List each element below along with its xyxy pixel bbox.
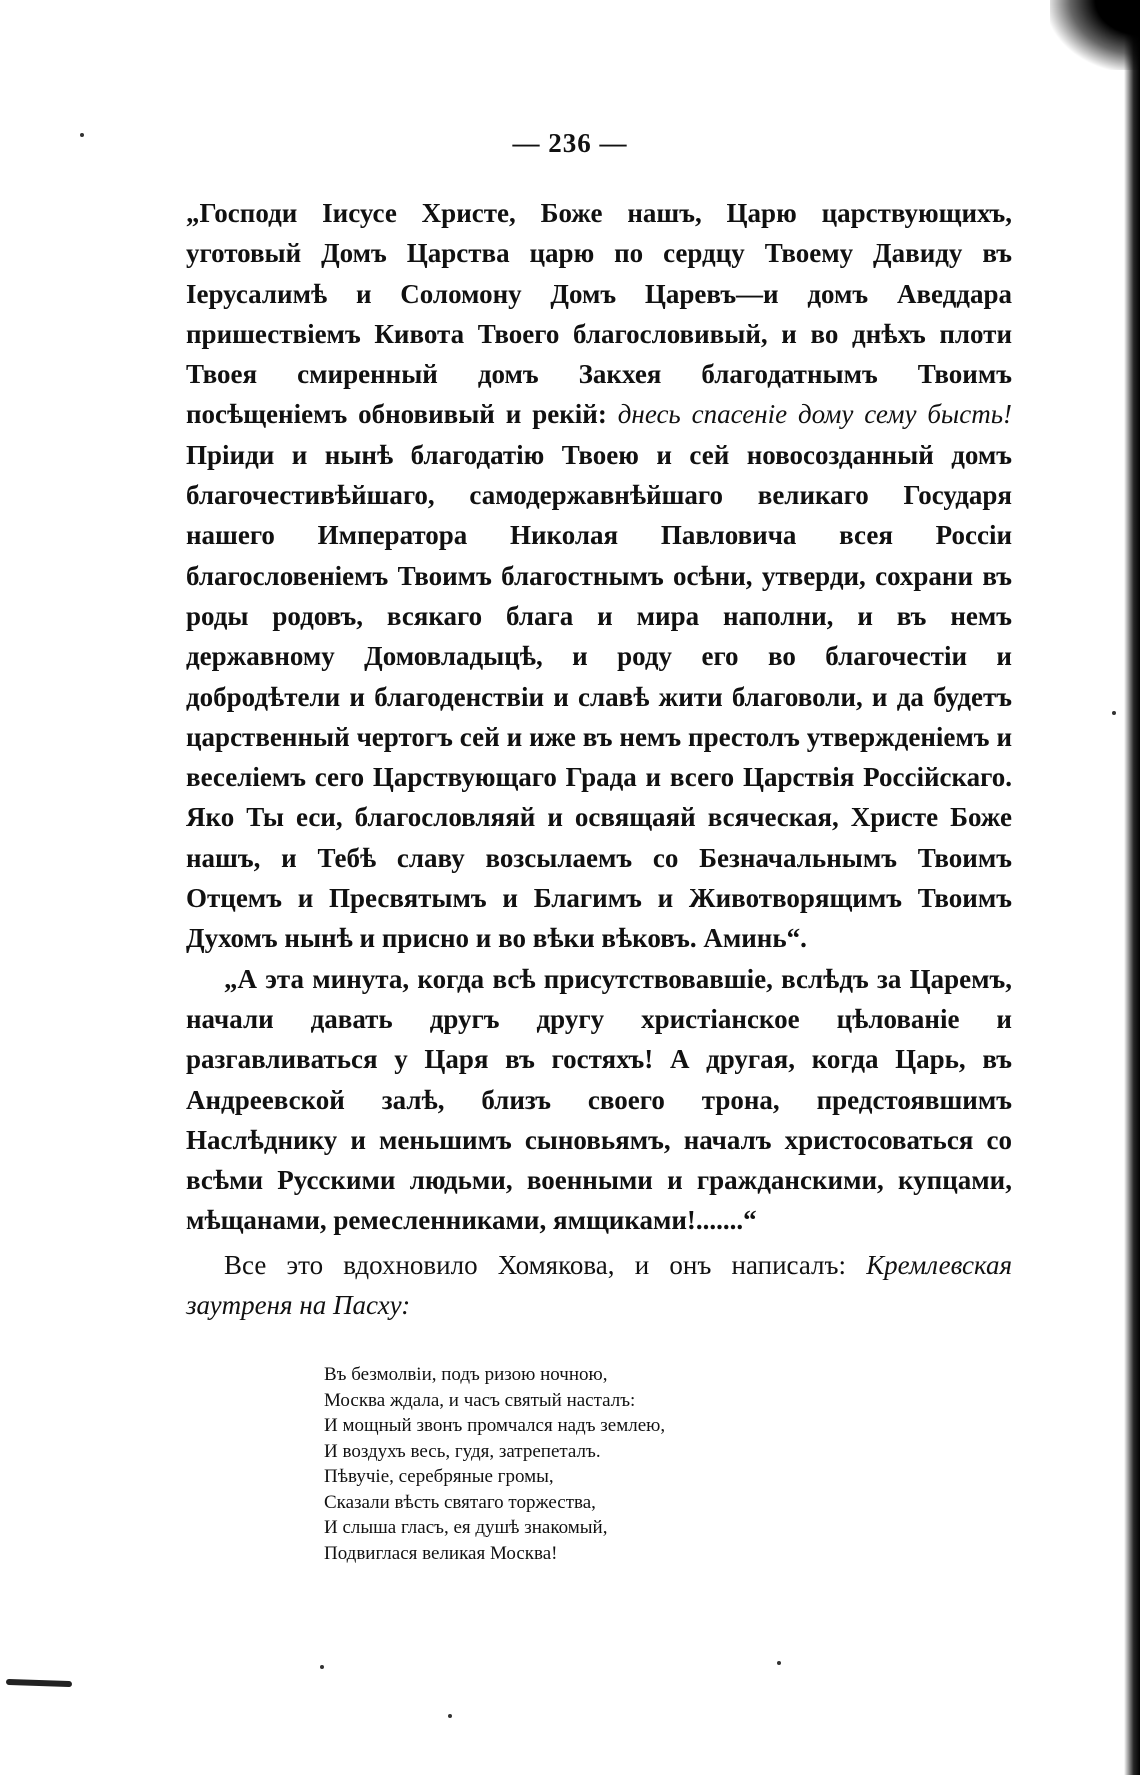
ink-speck bbox=[1112, 711, 1116, 715]
poem-line: Сказали вѣсть святаго торжества, bbox=[324, 1491, 596, 1513]
poem-title: Кремлевская заутреня на Пасху: bbox=[186, 1249, 1012, 1321]
ink-speck bbox=[448, 1714, 452, 1718]
ink-speck bbox=[320, 1665, 324, 1669]
prayer-text-start: „Господи Іисусе Христе, Боже нашъ, Царю царствующихъ, уготовый Домъ Царства царю по сердцу Твоему Давиду въ Іерусалимѣ и Соломону Домъ Царевъ—и домъ Аведдара пришествіемъ Кивота Твоего благословивый, и во днѣхъ плоти Твоея смиренный домъ Закхея благодатнымъ Твоимъ посѣщеніемъ обновивый и рекій: bbox=[186, 198, 1012, 430]
prayer-text-end: Пріиди и нынѣ благодатію Твоею и сей новосозданный домъ благочестивѣйшаго, самодержавнѣйшаго великаго Государя нашего Императора Николая Павловича всея Россіи благословеніемъ Твоимъ благостнымъ осѣни, утверди, сохрани въ роды родовъ, всякаго блага и мира наполни, и въ немъ державному Домовладыцѣ, и роду его во благочестіи и добродѣтели и благоденствіи и славѣ жити благоволи, и да будетъ царственный чертогъ сей и иже въ немъ престолъ утвержденіемъ и веселіемъ сего Царствующаго Града и всего Царствія Россійскаго. Яко Ты еси, благословляяй и освящаяй всяческая, Христе Боже нашъ, и Тебѣ славу возсылаемъ со Безначальнымъ Твоимъ Отцемъ и Пресвятымъ и Благимъ и Животворящимъ Твоимъ Духомъ нынѣ и присно и во вѣки вѣковъ. Аминь“. bbox=[186, 439, 1012, 954]
khomyakov-text: Все это вдохновило Хомякова, и онъ написалъ: bbox=[224, 1249, 867, 1280]
prayer-italic-quote: днесь спасеніе дому сему бысть! bbox=[617, 399, 1012, 430]
body-text bbox=[186, 193, 1012, 1325]
margin-ink-mark bbox=[6, 1679, 72, 1687]
poem-line: И мощный звонъ промчался надъ землею, bbox=[324, 1415, 666, 1436]
poem-line: И воздухъ весь, гудя, затрепеталъ. bbox=[324, 1440, 601, 1462]
page-edge-shadow bbox=[1124, 0, 1140, 1775]
poem-line: Подвиглася великая Москва! bbox=[324, 1542, 558, 1564]
ink-speck bbox=[777, 1661, 781, 1665]
poem-line: Въ безмолвіи, подъ ризою ночною, bbox=[324, 1364, 608, 1385]
khomyakov-paragraph bbox=[186, 1245, 1012, 1326]
easter-paragraph: „А эта минута, когда всѣ присутствовавшіе, вслѣдъ за Царемъ, начали давать другъ другу христіанское цѣлованіе и разгавливаться у Царя въ гостяхъ! А другая, когда Царь, въ Андреевской залѣ, близъ своего трона, предстоявшимъ Наслѣднику и меньшимъ сыновьямъ, началъ христосоваться со всѣми Русскими людьми, военными и гражданскими, купцами, мѣщанами, ремесленниками, ямщиками!.......“ bbox=[186, 963, 1012, 1236]
page-number: — 236 — bbox=[512, 128, 628, 158]
prayer-paragraph bbox=[186, 193, 1012, 959]
poem-line: Пѣвучіе, серебряные громы, bbox=[324, 1466, 554, 1487]
poem-line: Москва ждала, и часъ святый насталъ: bbox=[324, 1389, 636, 1411]
corner-ink-blot bbox=[1050, 0, 1140, 70]
poem-block bbox=[324, 1362, 665, 1566]
poem-line: И слыша гласъ, ея душѣ знакомый, bbox=[324, 1517, 608, 1538]
